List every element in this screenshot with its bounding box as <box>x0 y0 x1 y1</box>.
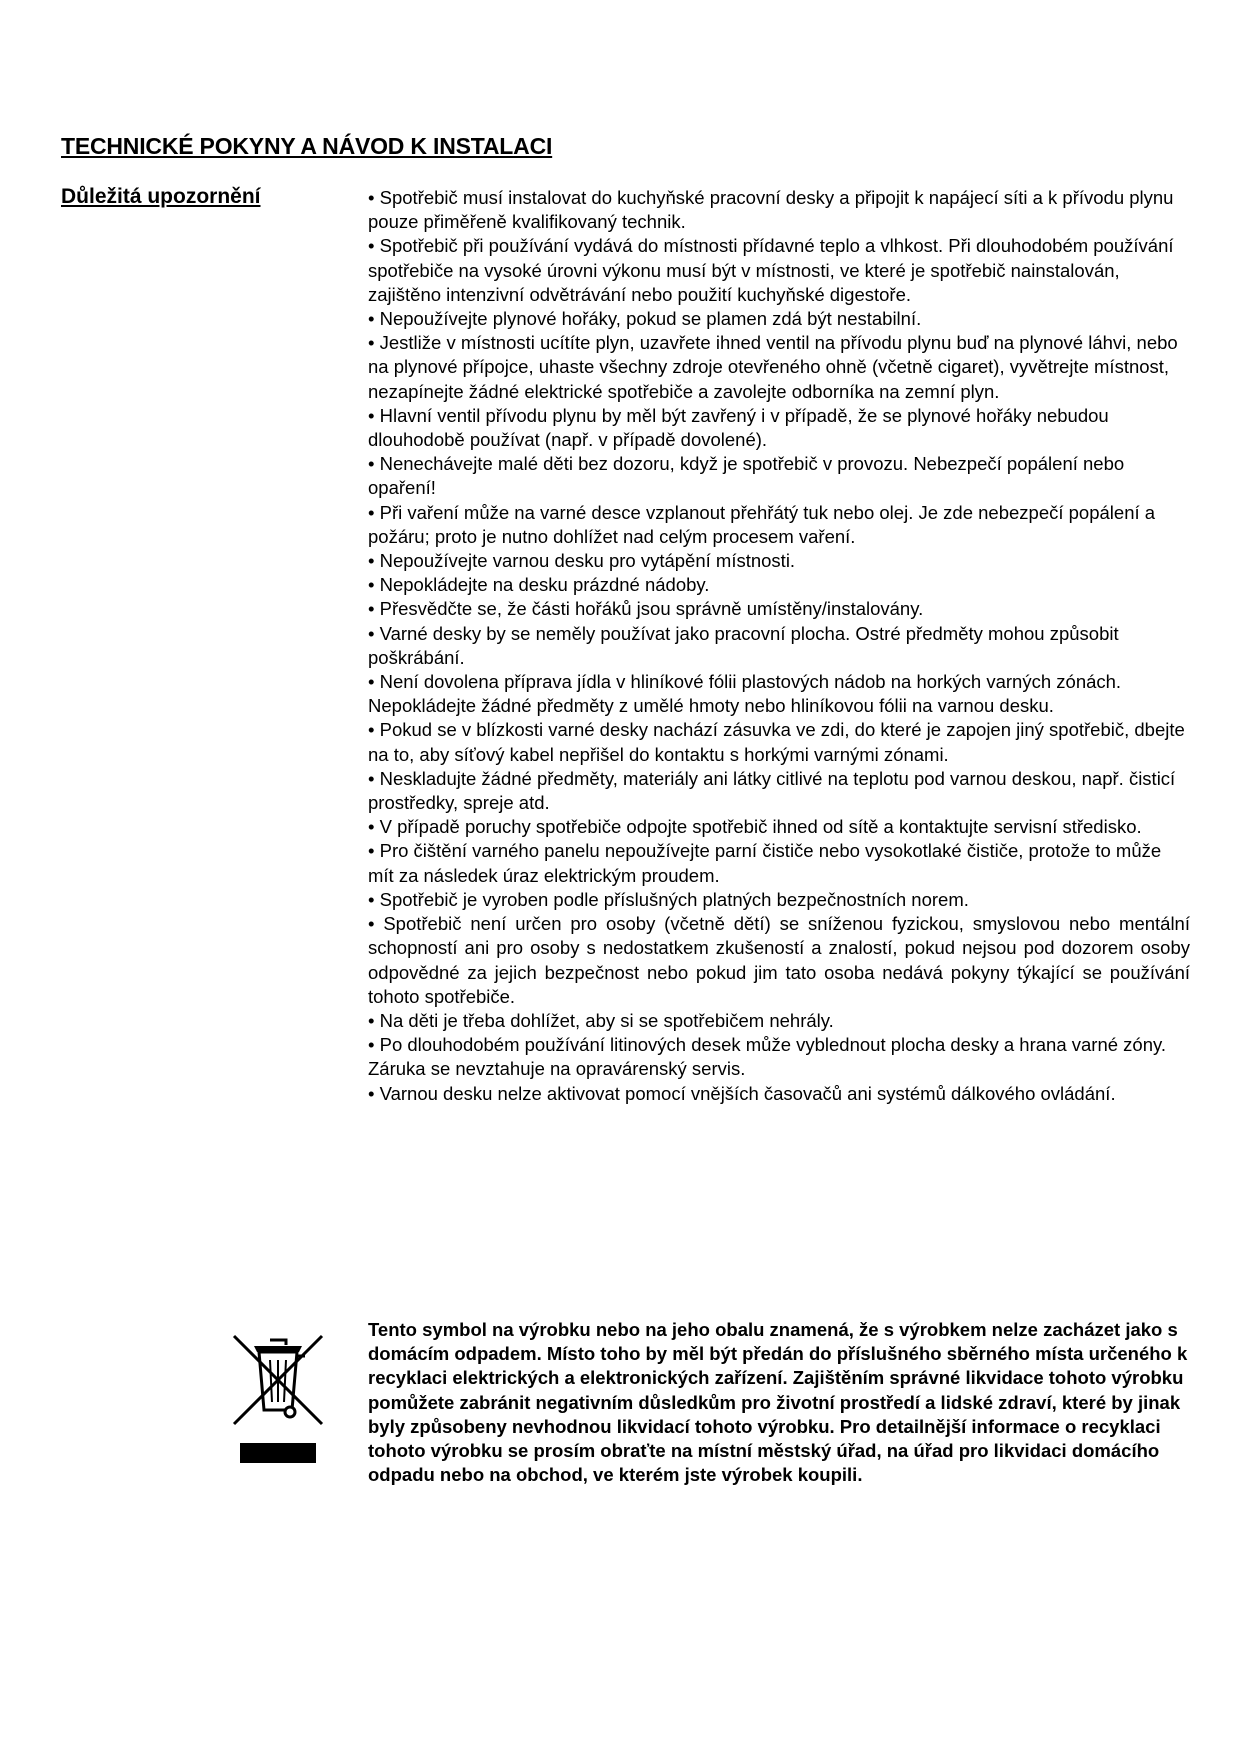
crossed-out-wheelie-bin-icon <box>232 1330 324 1468</box>
warning-item: • Hlavní ventil přívodu plynu by měl být zavřený i v případě, že se plynové hořáky nebudou dlouhodobě používat (např. v případě dovolené). <box>368 404 1109 451</box>
section-label-important-warnings: Důležitá upozornění <box>61 185 261 208</box>
recycling-notice: Tento symbol na výrobku nebo na jeho obalu znamená, že s výrobkem nelze zacházet jako s domácím odpadem. Místo toho by měl být předán do příslušného sběrného místa určeného k recyklaci elektrických a elektronických zařízení. Zajištěním správné likvidace tohoto výrobku pomůžete zabránit negativním důsledkům pro životní prostředí a lidské zdraví, které by jinak byly způsobeny nevhodnou likvidací tohoto výrobku. Pro detailnější informace o recyklaci tohoto výrobku se prosím obraťte na místní městský úřad, na úřad pro likvidaci domácího odpadu nebo na obchod, ve kterém jste výrobek koupili. <box>368 1319 1188 1486</box>
warning-item: • Spotřebič není určen pro osoby (včetně dětí) se sníženou fyzickou, smyslovou nebo mentální schopností ani pro osoby s nedostatkem zkušeností a znalostí, pokud nejsou pod dozorem osoby odpovědné za jejich bezpečnost nebo pokud jim tato osoba nedává pokyny týkající se používání tohoto spotřebiče. <box>368 913 1190 1007</box>
warning-item: • Spotřebič je vyroben podle příslušných platných bezpečnostních norem. <box>368 888 969 910</box>
warning-item: • Spotřebič při používání vydává do místnosti přídavné teplo a vlhkost. Při dlouhodobém používání spotřebiče na vysoké úrovni výkonu musí být v místnosti, ve které je spotřebič nainstalován, zajištěno intenzivní odvětrávání nebo použití kuchyňské digestoře. <box>368 235 1174 305</box>
warning-item: • Pokud se v blízkosti varné desky nachází zásuvka ve zdi, do které je zapojen jiný spotřebič, dbejte na to, aby síťový kabel nepřišel do kontaktu s horkými varnými zónami. <box>368 719 1185 765</box>
warning-item: • Jestliže v místnosti ucítíte plyn, uzavřete ihned ventil na přívodu plynu buď na plynové láhvi, nebo na plynové přípojce, uhaste všechny zdroje otevřeného ohně (včetně cigaret), vyvětrejte místnost, nezapínejte žádné elektrické spotřebiče a zavolejte odborníka na zemní plyn. <box>368 332 1178 402</box>
warning-item: • Při vaření může na varné desce vzplanout přehřátý tuk nebo olej. Je zde nebezpečí popálení a požáru; proto je nutno dohlížet nad celým procesem vaření. <box>368 501 1156 547</box>
warning-item: • Varné desky by se neměly používat jako pracovní plocha. Ostré předměty mohou způsobit poškrábání. <box>368 622 1119 668</box>
warning-item: • Nenechávejte malé děti bez dozoru, když je spotřebič v provozu. Nebezpečí popálení nebo opaření! <box>368 453 1125 499</box>
warning-item: • Varnou desku nelze aktivovat pomocí vnějších časovačů ani systémů dálkového ovládání. <box>368 1082 1116 1104</box>
warning-item: • Nepokládejte na desku prázdné nádoby. <box>368 574 710 596</box>
warning-item: • Nepoužívejte plynové hořáky, pokud se plamen zdá být nestabilní. <box>368 308 922 330</box>
warning-item: • Nepoužívejte varnou desku pro vytápění místnosti. <box>368 550 796 572</box>
warning-item: • Není dovolena příprava jídla v hliníkové fólii plastových nádob na horkých varných zónách. Nepokládejte žádné předměty z umělé hmoty nebo hliníkovou fólii na varnou desku. <box>368 671 1122 717</box>
warning-item: • V případě poruchy spotřebiče odpojte spotřebič ihned od sítě a kontaktujte servisní středisko. <box>368 816 1142 838</box>
warnings-list <box>368 186 1190 1106</box>
warning-item: • Přesvědčte se, že části hořáků jsou správně umístěny/instalovány. <box>368 598 924 620</box>
warning-item: • Na děti je třeba dohlížet, aby si se spotřebičem nehrály. <box>368 1009 834 1031</box>
warning-item: • Spotřebič musí instalovat do kuchyňské pracovní desky a připojit k napájecí síti a k přívodu plynu pouze přiměřeně kvalifikovaný technik. <box>368 187 1174 233</box>
page-title: TECHNICKÉ POKYNY A NÁVOD K INSTALACI <box>61 133 553 159</box>
warning-item: • Pro čištění varného panelu nepoužívejte parní čističe nebo vysokotlaké čističe, protože to může mít za následek úraz elektrickým proudem. <box>368 840 1162 886</box>
warning-item: • Po dlouhodobém používání litinových desek může vyblednout plocha desky a hrana varné zóny. Záruka se nevztahuje na opravárenský servis. <box>368 1034 1167 1080</box>
warning-item: • Neskladujte žádné předměty, materiály ani látky citlivé na teplotu pod varnou deskou, např. čisticí prostředky, spreje atd. <box>368 767 1176 814</box>
